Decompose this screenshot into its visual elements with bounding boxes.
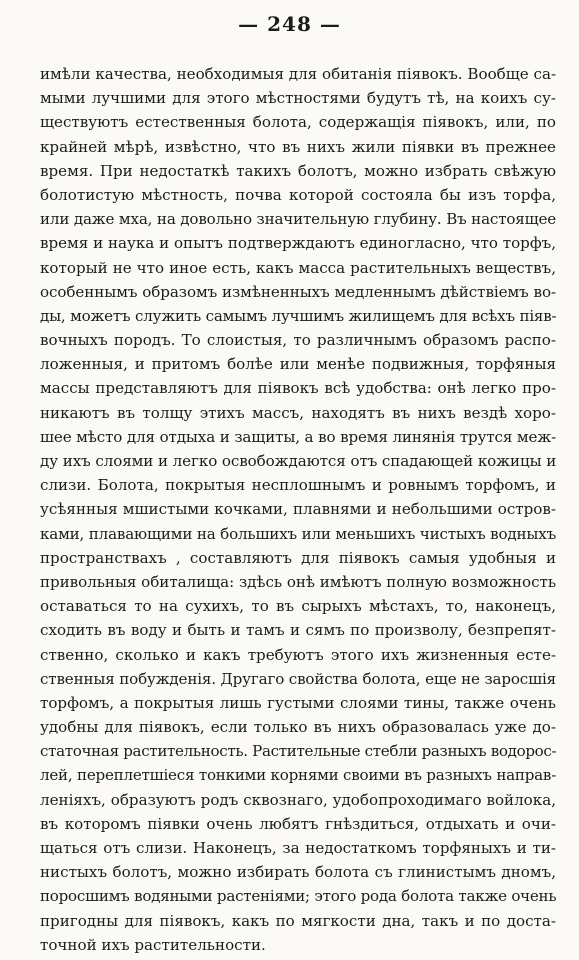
text-line: слизи. Болота, покрытыя несплошнымъ и ровнымъ торфомъ, и <box>40 476 556 495</box>
text-line: который не что иное есть, какъ масса растительныхъ веществъ, <box>40 258 556 277</box>
text-line: ществуютъ естественныя болота, содержащія піявокъ, или, по <box>40 113 556 132</box>
text-line: статочная растительность. Растительные стебли разныхъ водорос- <box>40 742 557 761</box>
text-line: особеннымъ образомъ измѣненныхъ медленнымъ дѣйствіемъ во- <box>40 282 556 301</box>
page-number: — 248 — <box>238 12 341 36</box>
text-line: ственно, сколько и какъ требуютъ этого ихъ жизненныя есте- <box>40 645 556 664</box>
text-line: ками, плавающими на большихъ или меньшихъ чистыхъ водныхъ <box>40 524 556 543</box>
text-line: ду ихъ слоями и легко освобождаются отъ спадающей кожицы и <box>40 452 557 470</box>
text-line: пригодны для піявокъ, какъ по мягкости дна, такъ и по доста- <box>40 911 556 930</box>
text-line: никаютъ въ толщу этихъ массъ, находятъ въ нихъ вездѣ хоро- <box>40 403 556 422</box>
text-line: точной ихъ растительности. <box>40 935 266 954</box>
text-line: въ которомъ піявки очень любятъ гнѣздиться, отдыхать и очи- <box>40 814 556 833</box>
text-line: или даже мха, на довольно значительную глубину. Въ настоящее <box>40 210 557 229</box>
text-line: нистыхъ болотъ, можно избирать болота съ глинистымъ дномъ, <box>40 863 556 882</box>
text-line: лей, переплетшіеся тонкими корнями своими въ разныхъ направ- <box>40 766 557 785</box>
text-line: удобны для піявокъ, если только въ нихъ образовалась уже до- <box>40 718 556 737</box>
text-line: щаться отъ слизи. Наконецъ, за недостаткомъ торфяныхъ и ти- <box>40 839 556 857</box>
text-line: сходить въ воду и быть и тамъ и сямъ по произволу, безпрепят- <box>40 621 556 640</box>
text-line: усѣянныя мшистыми кочками, плавнями и небольшими остров- <box>40 500 556 519</box>
text-line: время и наука и опытъ подтверждаютъ единогласно, что торфъ, <box>40 234 556 253</box>
text-line: крайней мѣрѣ, извѣстно, что въ нихъ жили піявки въ прежнее <box>40 137 556 156</box>
body-text <box>40 62 556 957</box>
text-line: мыми лучшими для этого мѣстностями будутъ тѣ, на коихъ су- <box>40 89 556 108</box>
text-line: торфомъ, а покрытыя лишь густыми слоями тины, также очень <box>40 693 556 712</box>
text-line: леніяхъ, образуютъ родъ сквознаго, удобопроходимаго войлока, <box>40 790 556 809</box>
text-line: пространствахъ , составляютъ для піявокъ самыя удобныя и <box>40 548 556 567</box>
text-line: привольныя обиталища: здѣсь онѣ имѣютъ полную возможность <box>40 572 556 591</box>
text-line: ды, можетъ служить самымъ лучшимъ жилищемъ для всѣхъ піяв- <box>40 306 557 325</box>
text-line: ложенныя, и притомъ болѣе или менѣе подвижныя, торфяныя <box>40 355 556 374</box>
text-line: оставаться то на сухихъ, то въ сырыхъ мѣстахъ, то, наконецъ, <box>40 597 556 616</box>
text-line: время. При недостаткѣ такихъ болотъ, можно избрать свѣжую <box>40 161 556 180</box>
text-line: вочныхъ породъ. То слоистыя, то различнымъ образомъ распо- <box>40 331 556 350</box>
text-line: болотистую мѣстность, почва которой состояла бы изъ торфа, <box>40 185 556 204</box>
text-line: массы представляютъ для піявокъ всѣ удобства: онѣ легко про- <box>40 379 556 398</box>
text-line: имѣли качества, необходимыя для обитанія піявокъ. Вообще са- <box>40 65 557 83</box>
text-line: ственныя побужденія. Другаго свойства болота, еще не заросшія <box>40 669 556 688</box>
text-line: поросшимъ водяными растеніями; этого рода болота также очень <box>40 887 557 906</box>
text-line: шее мѣсто для отдыха и защиты, а во время линянія трутся меж- <box>40 427 557 446</box>
